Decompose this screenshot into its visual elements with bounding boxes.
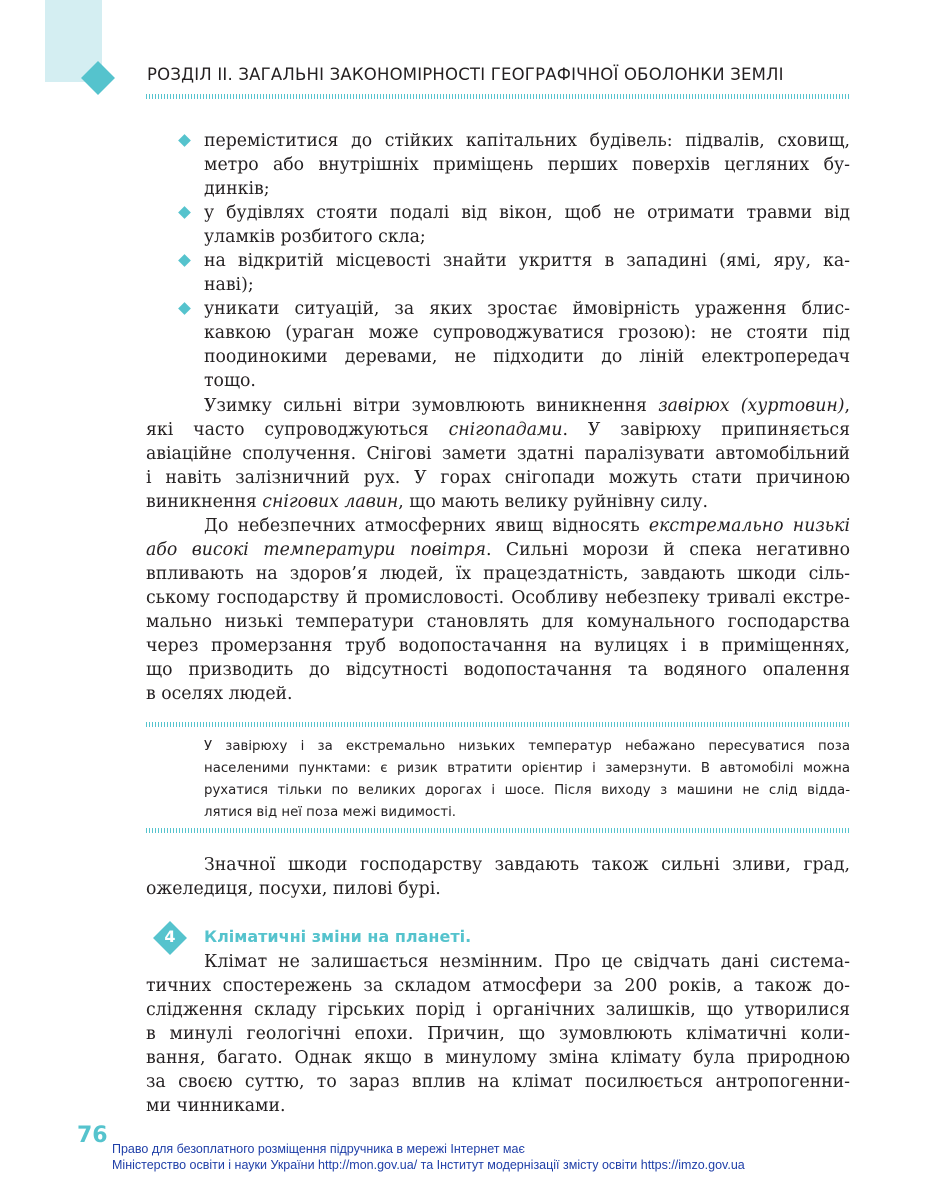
footer-line: Міністерство освіти і науки України http://mon.gov.ua/ та Інститут модернізації змісту освіти https://imzo.gov.ua: [112, 1158, 745, 1172]
paragraph-climate: [146, 950, 850, 1118]
text-line: динків;: [204, 179, 270, 199]
section-title: Кліматичні зміни на планеті.: [204, 927, 472, 946]
text-line: У завірюху і за екстремально низьких температур небажано пересуватися поза: [204, 739, 850, 754]
list-item: [178, 129, 850, 201]
text-line: ському господарству й промисловості. Особливу небезпеку тривалі екстре-: [146, 588, 850, 608]
page-number: 76: [77, 1123, 108, 1148]
text-line: на відкритій місцевості знайти укриття в западині (ямі, яру, ка-: [204, 251, 850, 271]
text-line: переміститися до стійких капітальних будівель: підвалів, сховищ,: [204, 131, 850, 151]
paragraph-winter: [146, 394, 850, 514]
text-line: які часто супроводжуються снігопадами. У завірюху припиняється: [146, 420, 850, 440]
footer-line: Право для безоплатного розміщення підручника в мережі Інтернет має: [112, 1142, 525, 1156]
list-item: [178, 249, 850, 297]
text-line: і навіть залізничний рух. У горах снігопади можуть стати причиною: [146, 468, 850, 488]
text-line: населеними пунктами: є ризик втратити орієнтир і замерзнути. В автомобілі можна: [204, 761, 850, 776]
bullet-diamond-icon: [178, 254, 191, 267]
text-line: що призводить до відсутності водопостачання та водяного опалення: [146, 660, 850, 680]
chapter-title: РОЗДІЛ ІІ. ЗАГАЛЬНІ ЗАКОНОМІРНОСТІ ГЕОГРАФІЧНОЇ ОБОЛОНКИ ЗЕМЛІ: [147, 65, 784, 84]
bullet-diamond-icon: [178, 206, 191, 219]
text-line: вання, багато. Однак якщо в минулому зміна клімату була природною: [146, 1048, 850, 1068]
bullet-diamond-icon: [178, 134, 191, 147]
note-bottom-divider: [146, 828, 850, 833]
text-line: тощо.: [204, 371, 256, 391]
text-line: впливають на здоров’я людей, їх працездатність, завдають шкоди сіль-: [146, 564, 850, 584]
text-line: лятися від неї поза межі видимості.: [204, 805, 457, 820]
paragraph-damage: [146, 853, 850, 901]
text-line: Узимку сильні вітри зумовлюють виникнення завірюх (хуртовин),: [204, 396, 850, 416]
text-line: уникати ситуацій, за яких зростає ймовірність ураження блис-: [204, 299, 850, 319]
text-line: у будівлях стояти подалі від вікон, щоб не отримати травми від: [204, 203, 850, 223]
text-line: метро або внутрішніх приміщень перших поверхів цегляних бу-: [204, 155, 850, 175]
text-line: тичних спостережень за складом атмосфери за 200 років, а також до-: [146, 976, 850, 996]
text-line: кавкою (ураган може супроводжуватися грозою): не стояти під: [204, 323, 850, 343]
section-number: 4: [164, 927, 176, 946]
text-line: авіаційне сполучення. Снігові замети здатні паралізувати автомобільний: [146, 444, 850, 464]
header-divider: [146, 94, 850, 99]
text-line: або високі температури повітря. Сильні морози й спека негативно: [146, 540, 850, 560]
text-line: в минулі геологічні епохи. Причин, що зумовлюють кліматичні коли-: [146, 1024, 850, 1044]
text-line: уламків розбитого скла;: [204, 227, 426, 247]
text-line: наві);: [204, 275, 254, 295]
text-line: ми чинниками.: [146, 1096, 286, 1116]
text-line: мально низькі температури становлять для комунального господарства: [146, 612, 850, 632]
bullet-diamond-icon: [178, 302, 191, 315]
text-line: в оселях людей.: [146, 684, 293, 704]
list-item: [178, 201, 850, 249]
text-line: за своєю суттю, то зараз вплив на клімат посилюється антропогенни-: [146, 1072, 850, 1092]
text-line: До небезпечних атмосферних явищ відносять екстремально низькі: [204, 516, 850, 536]
text-line: через промерзання труб водопостачання на вулицях і в приміщеннях,: [146, 636, 850, 656]
text-line: поодинокими деревами, не підходити до ліній електропередач: [204, 347, 850, 367]
paragraph-temperature: [146, 514, 850, 706]
text-line: слідження складу гірських порід і органічних залишків, що утворилися: [146, 1000, 850, 1020]
text-line: ожеледиця, посухи, пилові бурі.: [146, 879, 441, 899]
note-top-divider: [146, 722, 850, 727]
bullet-list: [178, 129, 850, 393]
safety-note: [204, 736, 850, 824]
text-line: рухатися тільки по великих дорогах і шосе. Після виходу з машини не слід відда-: [204, 783, 850, 798]
footer-copyright: [112, 1141, 745, 1173]
text-line: виникнення снігових лавин, що мають велику руйнівну силу.: [146, 492, 708, 512]
list-item: [178, 297, 850, 393]
text-line: Значної шкоди господарству завдають також сильні зливи, град,: [204, 855, 850, 875]
text-line: Клімат не залишається незмінним. Про це свідчать дані системa-: [204, 952, 850, 972]
